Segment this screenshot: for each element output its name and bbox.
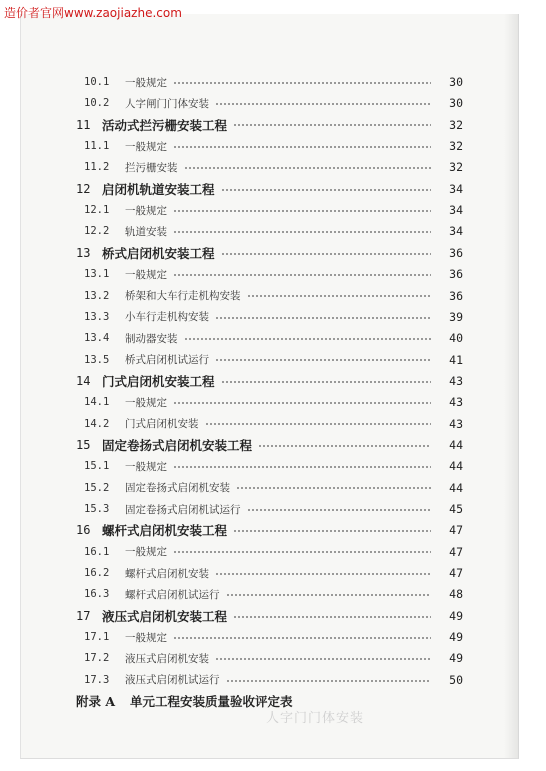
- toc-entry-number: 16.1: [84, 545, 110, 558]
- toc-section-row[interactable]: [21, 670, 518, 690]
- toc-leader-dots: [247, 286, 432, 306]
- toc-leader-dots: [173, 456, 431, 476]
- toc-entry-title: 一般规定: [125, 396, 167, 409]
- toc-entry-title: 启闭机轨道安装工程: [102, 181, 215, 197]
- toc-leader-dots: [221, 371, 431, 391]
- toc-leader-dots: [233, 115, 431, 135]
- toc-page-number: 49: [449, 651, 463, 666]
- toc-entry-title: 固定卷扬式启闭机试运行: [125, 503, 241, 516]
- toc-entry-number: 14: [76, 373, 91, 388]
- toc-entry-title: 一般规定: [125, 140, 167, 153]
- toc-entry-title: 拦污栅安装: [125, 161, 178, 174]
- toc-entry-title: 活动式拦污栅安装工程: [102, 117, 228, 133]
- toc-page-number: 41: [449, 352, 463, 367]
- toc-chapter-row[interactable]: [21, 115, 518, 135]
- toc-page-number: 40: [449, 331, 463, 346]
- toc-entry-number: 13.1: [84, 268, 110, 281]
- toc-leader-dots: [173, 200, 431, 220]
- toc-chapter-row[interactable]: [21, 520, 518, 540]
- toc-page-number: 43: [449, 416, 463, 431]
- toc-entry-number: 16.2: [84, 567, 110, 580]
- toc-entry-number: 14.2: [84, 417, 110, 430]
- toc-leader-dots: [173, 392, 431, 412]
- toc-entry-title: 一般规定: [125, 631, 167, 644]
- toc-page-number: 47: [449, 566, 463, 581]
- toc-entry-number: 17.2: [84, 652, 110, 665]
- toc-section-row[interactable]: [21, 563, 518, 583]
- toc-section-row[interactable]: [21, 542, 518, 562]
- toc-entry-title: 桥式启闭机安装工程: [102, 245, 215, 261]
- toc-section-row[interactable]: [21, 221, 518, 241]
- toc-entry-number: 15.2: [84, 481, 110, 494]
- toc-entry-number: 15: [76, 437, 91, 452]
- toc-entry-title: 门式启闭机安装工程: [102, 373, 215, 389]
- toc-entry-number: 16.3: [84, 588, 110, 601]
- toc-entry-title: 桥架和大车行走机构安装: [125, 290, 241, 302]
- toc-leader-dots: [173, 72, 431, 92]
- toc-page-number: 36: [449, 288, 463, 303]
- toc-leader-dots: [184, 328, 432, 348]
- toc-section-row[interactable]: [21, 72, 518, 92]
- toc-leader-dots: [215, 307, 431, 327]
- toc-page-number: 32: [449, 117, 463, 132]
- toc-section-row[interactable]: [21, 478, 518, 498]
- toc-section-row[interactable]: [21, 648, 518, 668]
- toc-leader-dots: [236, 478, 431, 498]
- toc-section-row[interactable]: [21, 93, 518, 113]
- toc-entry-title: 固定卷扬式启闭机安装工程: [102, 437, 253, 453]
- toc-entry-number: 11.2: [84, 161, 110, 174]
- toc-leader-dots: [215, 648, 431, 668]
- toc-section-row[interactable]: [21, 499, 518, 519]
- toc-leader-dots: [247, 499, 432, 519]
- toc-chapter-row[interactable]: [21, 371, 518, 391]
- toc-entry-title: 螺杆式启闭机安装工程: [102, 523, 228, 539]
- toc-page-number: 34: [449, 203, 463, 218]
- toc-section-row[interactable]: [21, 307, 518, 327]
- toc-leader-dots: [233, 520, 431, 540]
- toc-page-number: 30: [449, 96, 463, 111]
- toc-entry-number: 13.5: [84, 353, 110, 366]
- toc-leader-dots: [226, 670, 432, 690]
- toc-section-row[interactable]: [21, 200, 518, 220]
- toc-entry-title: 液压式启闭机安装: [125, 652, 209, 665]
- toc-page-number: 50: [449, 672, 463, 687]
- toc-leader-dots: [221, 243, 431, 263]
- toc-page-number: 45: [449, 502, 463, 516]
- toc-section-row[interactable]: [21, 157, 518, 177]
- toc-entry-title: 一般规定: [125, 460, 167, 473]
- toc-page-number: 36: [449, 267, 463, 282]
- toc-chapter-row[interactable]: [21, 435, 518, 455]
- toc-page-number: 32: [449, 160, 463, 175]
- toc-leader-dots: [173, 136, 431, 156]
- bleed-through-text: 人字门门体安装: [266, 711, 365, 726]
- toc-page-number: 44: [449, 459, 463, 474]
- toc-section-row[interactable]: [21, 264, 518, 284]
- toc-leader-dots: [215, 93, 431, 113]
- toc-section-row[interactable]: [21, 328, 518, 348]
- toc-entry-title: 一般规定: [125, 546, 167, 559]
- toc-leader-dots: [173, 542, 431, 562]
- toc-entry-number: 15.1: [84, 460, 110, 473]
- toc-leader-dots: [173, 221, 431, 241]
- toc-page-number: 47: [449, 544, 463, 559]
- toc-entry-number: 14.1: [84, 396, 110, 409]
- toc-entry-number: 10.1: [84, 76, 110, 88]
- toc-section-row[interactable]: [21, 456, 518, 476]
- toc-leader-dots: [173, 627, 431, 647]
- toc-entry-title: 小车行走机构安装: [125, 311, 209, 324]
- toc-page-number: 44: [449, 437, 463, 452]
- toc-entry-title: 一般规定: [125, 268, 167, 281]
- table-of-contents: [21, 14, 518, 758]
- toc-section-row[interactable]: [21, 584, 518, 604]
- toc-entry-title: 门式启闭机安装: [125, 418, 199, 431]
- toc-entry-number: 17: [76, 608, 91, 623]
- toc-entry-number: 12: [76, 181, 91, 196]
- toc-leader-dots: [173, 264, 431, 284]
- toc-section-row[interactable]: [21, 392, 518, 412]
- toc-entry-title: 桥式启闭机试运行: [125, 354, 209, 367]
- toc-entry-title: 螺杆式启闭机试运行: [125, 588, 220, 601]
- toc-entry-number: 17.1: [84, 631, 110, 644]
- toc-leader-dots: [205, 414, 432, 434]
- toc-page-number: 49: [449, 630, 463, 645]
- toc-entry-number: 13.3: [84, 310, 110, 323]
- toc-leader-dots: [215, 563, 431, 583]
- toc-section-row[interactable]: [21, 136, 518, 156]
- toc-entry-title: 人字闸门门体安装: [125, 97, 209, 110]
- toc-chapter-row[interactable]: [21, 243, 518, 263]
- toc-leader-dots: [233, 606, 431, 626]
- watermark-text[interactable]: 造价者官网www.zaojiazhe.com: [4, 6, 182, 20]
- toc-entry-title: 固定卷扬式启闭机安装: [125, 482, 230, 495]
- toc-entry-title: 单元工程安装质量验收评定表: [130, 694, 293, 710]
- toc-page-number: 48: [449, 587, 463, 602]
- toc-entry-title: 一般规定: [125, 204, 167, 217]
- toc-page-number: 30: [449, 75, 463, 89]
- toc-entry-number: 11: [76, 117, 91, 132]
- toc-appendix-row[interactable]: [21, 691, 518, 711]
- toc-section-row[interactable]: [21, 350, 518, 370]
- toc-entry-number: 13.2: [84, 289, 110, 302]
- toc-page-number: 44: [449, 480, 463, 495]
- toc-page-number: 47: [449, 523, 463, 538]
- toc-entry-title: 液压式启闭机试运行: [125, 674, 220, 687]
- toc-section-row[interactable]: [21, 414, 518, 434]
- toc-entry-title: 制动器安装: [125, 332, 178, 345]
- toc-chapter-row[interactable]: [21, 179, 518, 199]
- toc-entry-number: 13: [76, 245, 91, 260]
- toc-entry-number: 13.4: [84, 332, 110, 345]
- toc-entry-number: 12.1: [84, 204, 110, 217]
- toc-entry-number: 12.2: [84, 225, 110, 238]
- toc-entry-number: 附录 A: [76, 694, 116, 710]
- toc-leader-dots: [215, 350, 431, 370]
- toc-leader-dots: [258, 435, 431, 455]
- toc-entry-number: 16: [76, 523, 91, 538]
- toc-entry-title: 液压式启闭机安装工程: [102, 608, 228, 624]
- toc-entry-title: 轨道安装: [125, 225, 167, 238]
- toc-chapter-row[interactable]: [21, 606, 518, 626]
- toc-page-number: 43: [449, 373, 463, 388]
- toc-entry-number: 17.3: [84, 673, 110, 686]
- toc-section-row[interactable]: [21, 627, 518, 647]
- toc-page-number: 43: [449, 395, 463, 410]
- toc-page-number: 36: [449, 245, 463, 260]
- toc-page-number: 34: [449, 224, 463, 239]
- toc-page-number: 49: [449, 608, 463, 623]
- toc-entry-title: 一般规定: [125, 76, 167, 89]
- toc-page-number: 34: [449, 181, 463, 196]
- document-page: [20, 14, 519, 759]
- toc-page-number: 39: [449, 309, 463, 324]
- toc-leader-dots: [221, 179, 431, 199]
- toc-entry-number: 10.2: [84, 97, 110, 110]
- toc-page-number: 32: [449, 139, 463, 154]
- toc-entry-title: 螺杆式启闭机安装: [125, 567, 209, 580]
- toc-entry-number: 15.3: [84, 503, 110, 515]
- toc-leader-dots: [226, 584, 432, 604]
- toc-entry-number: 11.1: [84, 140, 110, 153]
- toc-leader-dots: [184, 157, 432, 177]
- toc-section-row[interactable]: [21, 286, 518, 306]
